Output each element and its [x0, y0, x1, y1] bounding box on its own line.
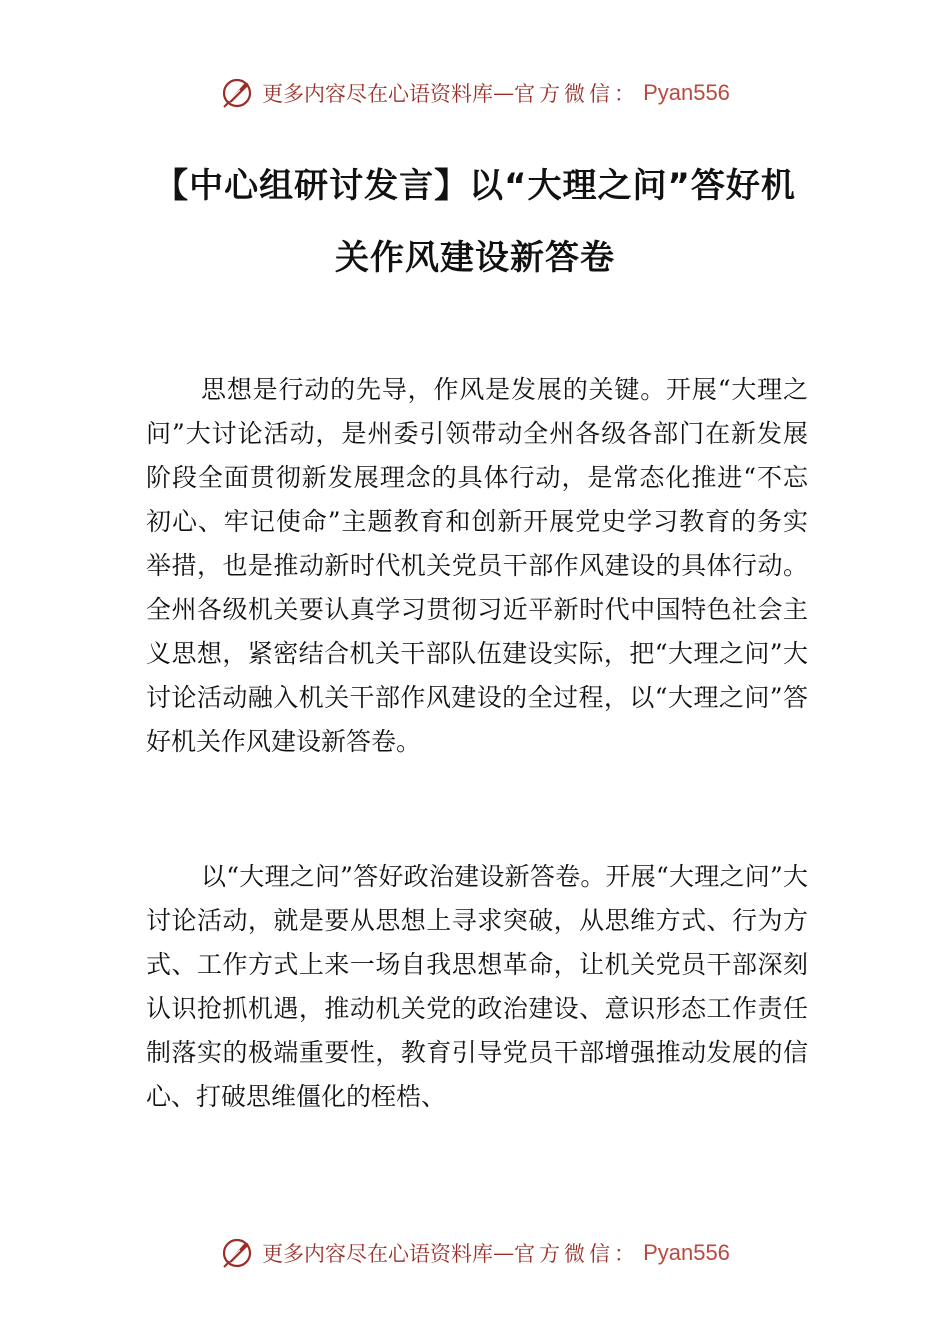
- title-line-1: 【中心组研讨发言】以“大理之问”答好机: [154, 166, 796, 206]
- footer-site-text: 更多内容尽在心语资料库: [262, 1242, 494, 1266]
- footer-wechat-label: 官方微信：: [514, 1242, 640, 1266]
- quill-logo-icon: [220, 76, 254, 110]
- footer-banner: [0, 1233, 950, 1273]
- paragraph-1: 思想是行动的先导，作风是发展的关键。开展“大理之问”大讨论活动，是州委引领带动全州各级各部门在新发展阶段全面贯彻新发展理念的具体行动，是常态化推进“不忘初心、牢记使命”主题教育和创新开展党史学习教育的务实举措，也是推动新时代机关党员干部作风建设的具体行动。全州各级机关要认真学习贯彻习近平新时代中国特色社会主义思想，紧密结合机关干部队伍建设实际，把“大理之问”大讨论活动融入机关干部作风建设的全过程，以“大理之问”答好机关作风建设新答卷。: [146, 375, 808, 756]
- title-line-2: 关作风建设新答卷: [335, 238, 615, 278]
- header-wechat-id: Pyan556: [643, 80, 730, 105]
- paragraph-2: 以“大理之问”答好政治建设新答卷。开展“大理之问”大讨论活动，就是要从思想上寻求突破，从思维方式、行为方式、工作方式上来一场自我思想革命，让机关党员干部深刻认识抢抓机遇，推动机关党的政治建设、意识形态工作责任制落实的极端重要性，教育引导党员干部增强推动发展的信心、打破思维僵化的桎梏、: [146, 862, 808, 1111]
- header-site-text: 更多内容尽在心语资料库: [262, 82, 494, 106]
- footer-wechat-id: Pyan556: [643, 1240, 730, 1265]
- document-title: [140, 150, 810, 294]
- footer-dash: —: [493, 1241, 515, 1265]
- header-dash: —: [493, 81, 515, 105]
- quill-logo-icon: [220, 1236, 254, 1270]
- header-banner: [0, 73, 950, 113]
- header-wechat-label: 官方微信：: [514, 82, 640, 106]
